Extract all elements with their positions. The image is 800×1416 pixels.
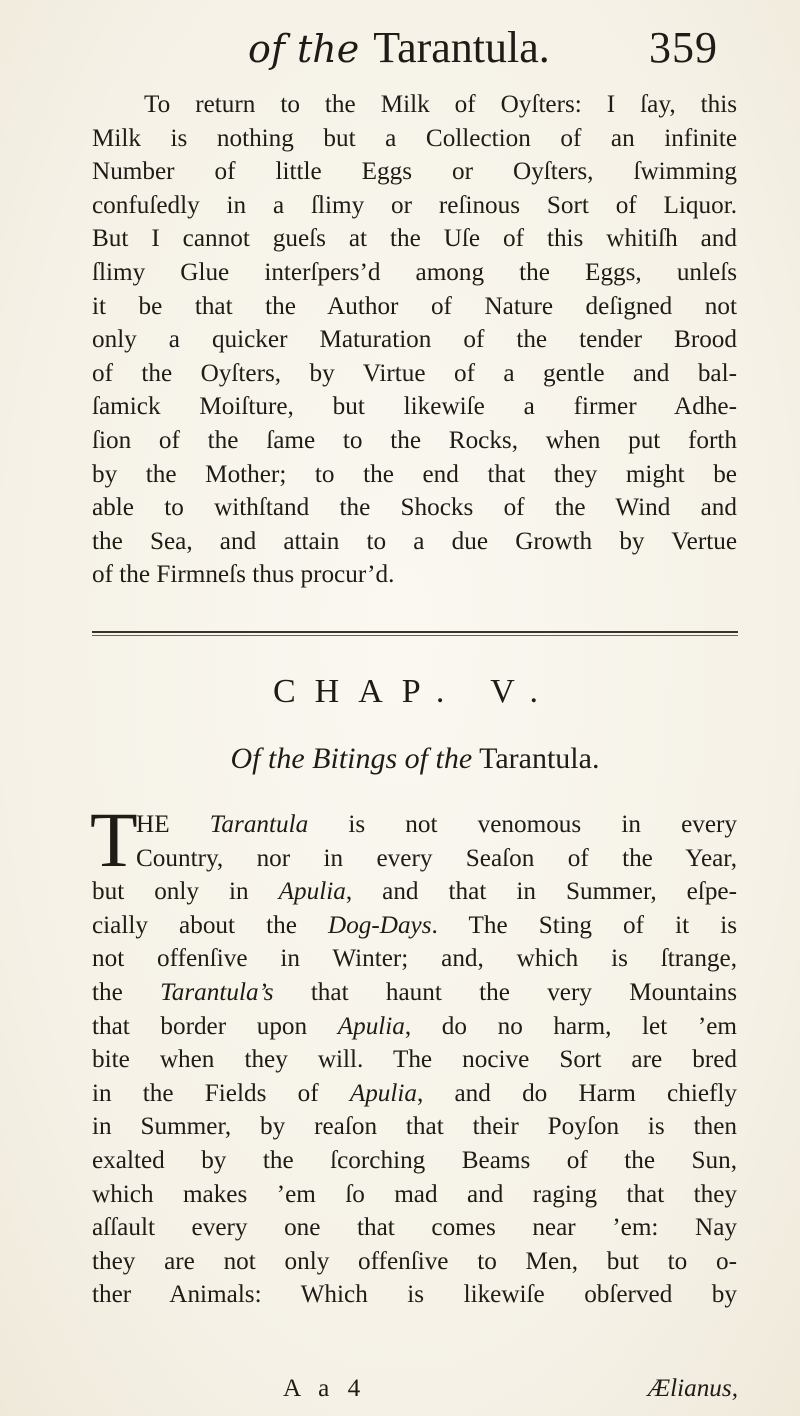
running-head-prefix: of the: [248, 27, 360, 71]
section-divider-thick: [92, 631, 738, 633]
text-line: by the Mother; to the end that they might be: [92, 460, 737, 488]
text-line: in the Fields of Apulia, and do Harm chiefly: [92, 1079, 737, 1107]
text-line: cially about the Dog-Days. The Sting of it is: [92, 911, 738, 939]
paragraph-tarantula-bitings: [92, 808, 737, 1312]
text-line: that border upon Apulia, do no harm, let ’em: [92, 1012, 737, 1040]
text-line: but only in Apulia, and that in Summer, eſpe-: [92, 878, 737, 906]
text-line: But I cannot gueſs at the Uſe of this whitiſh and: [92, 225, 737, 253]
running-head: [248, 18, 718, 78]
italic-term: Apulia: [349, 1079, 417, 1107]
page-footer: [0, 1372, 800, 1406]
chapter-subtitle-roman: Tarantula.: [479, 742, 600, 775]
page-number: 359: [649, 23, 718, 72]
chapter-subtitle-italic: Of the Bitings of the: [230, 742, 473, 775]
text-line: Country, nor in every Seaſon of the Year,: [136, 844, 737, 872]
text-line: bite when they will. The nocive Sort are bred: [92, 1046, 737, 1074]
text-line: HE Tarantula is not venomous in every: [136, 811, 738, 838]
text-line: only a quicker Maturation of the tender Brood: [92, 326, 737, 354]
text-line: Milk is nothing but a Collection of an infinite: [92, 124, 737, 152]
drop-cap: T: [90, 796, 138, 883]
text-line: the Sea, and attain to a due Growth by Vertue: [92, 527, 737, 555]
text-line: ſion of the ſame to the Rocks, when put forth: [92, 426, 737, 454]
text-line: exalted by the ſcorching Beams of the Sun,: [92, 1146, 737, 1174]
text-line: not offenſive in Winter; and, which is ſtrange,: [92, 945, 737, 973]
text-line: it be that the Author of Nature deſigned not: [92, 292, 737, 320]
text-line: ſamick Moiſture, but likewiſe a firmer Adhe-: [92, 393, 737, 421]
text-line: the Tarantula’s that haunt the very Mountains: [92, 978, 738, 1006]
text-line: able to withſtand the Shocks of the Wind and: [92, 494, 737, 522]
text-line: they are not only offenſive to Men, but to o-: [92, 1247, 737, 1275]
text-line: of the Oyſters, by Virtue of a gentle and bal-: [92, 359, 737, 387]
section-divider-thin: [92, 635, 738, 636]
text-line: of the Firmneſs thus procur’d.: [92, 561, 395, 589]
chapter-subtitle: [92, 738, 738, 780]
running-head-title: Tarantula.: [373, 23, 550, 72]
small-caps-word: HE: [136, 811, 170, 838]
text-line: which makes ’em ſo mad and raging that they: [92, 1180, 737, 1208]
italic-term: Tarantula: [209, 811, 309, 838]
text-line: Number of little Eggs or Oyſters, ſwimming: [92, 158, 737, 186]
italic-term: Apulia: [278, 878, 346, 906]
text-line: ſlimy Glue interſpers’d among the Eggs, unleſs: [92, 258, 737, 286]
signature-mark: A a 4: [283, 1375, 367, 1402]
text-line: confuſedly in a ſlimy or reſinous Sort of Liquor.: [92, 191, 737, 219]
text-line: in Summer, by reaſon that their Poyſon is then: [92, 1113, 737, 1141]
text-line: ther Animals: Which is likewiſe obſerved by: [92, 1281, 737, 1309]
italic-term: Tarantula’s: [160, 978, 274, 1006]
italic-term: Apulia: [337, 1012, 405, 1040]
text-line: aſſault every one that comes near ’em: Nay: [92, 1214, 737, 1242]
catchword: Ælianus,: [647, 1375, 738, 1402]
paragraph-oyster-milk: [92, 88, 737, 592]
italic-term: Dog-Days: [328, 911, 432, 939]
chapter-heading: CHAP. V.: [273, 673, 557, 710]
text-line: To return to the Milk of Oyſters: I ſay, this: [144, 91, 737, 118]
